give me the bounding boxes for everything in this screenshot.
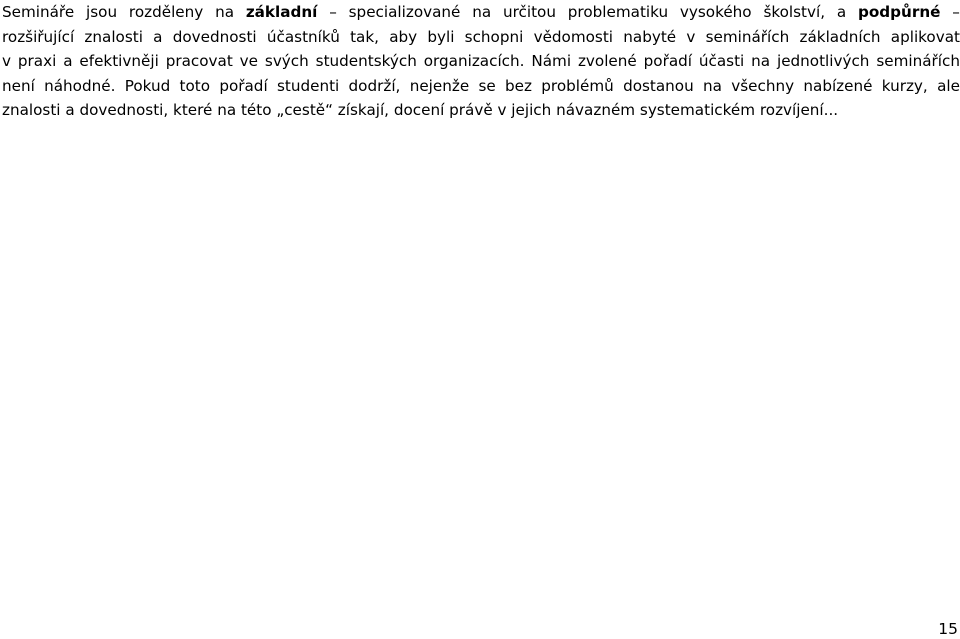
text-word: problematiku — [567, 3, 669, 21]
text-word: na — [215, 3, 235, 21]
text-word: pořadí — [219, 76, 268, 95]
text-word: a — [153, 27, 163, 46]
text-word: ale — [937, 76, 960, 95]
text-word: Semináře — [2, 3, 75, 21]
text-word: schopni — [464, 27, 524, 46]
text-word: studentských — [315, 52, 417, 70]
text-word: na — [703, 76, 722, 95]
text-word: a — [836, 3, 847, 21]
text-word: seminářích — [705, 27, 790, 46]
text-line — [2, 49, 960, 74]
text-word: toto — [179, 76, 211, 95]
text-word: nejenže — [409, 76, 470, 95]
text-word: znalosti — [84, 27, 143, 46]
text-word: jsou — [86, 3, 118, 21]
text-word: studenti — [276, 76, 340, 95]
text-word: vědomosti — [533, 27, 614, 46]
text-word: účasti — [698, 52, 745, 70]
text-word: ve — [239, 52, 259, 70]
text-word: byli — [427, 27, 455, 46]
text-word: nabyté — [623, 27, 677, 46]
text-word: pořadí — [643, 52, 692, 70]
text-word: praxi — [17, 52, 57, 70]
text-word: není — [2, 76, 35, 95]
text-word: na — [751, 52, 771, 70]
text-word: organizacích. — [423, 52, 525, 70]
text-word: rozděleny — [128, 3, 204, 21]
text-line — [2, 25, 960, 50]
page-number: 15 — [938, 620, 958, 638]
text-word: v — [2, 52, 11, 70]
text-word: problémů — [541, 76, 614, 95]
text-word: v — [686, 27, 696, 46]
text-word: a — [63, 52, 73, 70]
text-word: Námi — [531, 52, 572, 70]
bold-term: základní — [245, 3, 318, 21]
text-word: všechny — [731, 76, 795, 95]
text-word: dovednosti — [172, 27, 257, 46]
text-word: vysokého — [679, 3, 752, 21]
text-word: účastníků — [266, 27, 340, 46]
text-word: kurzy, — [881, 76, 928, 95]
bold-term: podpůrné — [858, 3, 941, 21]
text-word: – — [329, 3, 337, 21]
text-word: zvolené — [577, 52, 637, 70]
text-line — [2, 98, 960, 123]
text-word: – — [952, 3, 960, 21]
text-line — [2, 0, 960, 25]
text-word: tak, — [350, 27, 379, 46]
text-word: dostanou — [623, 76, 694, 95]
text-word: bez — [505, 76, 532, 95]
text-word: náhodné. — [44, 76, 116, 95]
text-word: jednotlivých — [776, 52, 870, 70]
text-word: aby — [389, 27, 418, 46]
text-word: základních — [799, 27, 881, 46]
text-word: specializované — [348, 3, 461, 21]
body-paragraph — [2, 0, 960, 123]
text-word: určitou — [502, 3, 556, 21]
text-run: znalosti a dovednosti, které na této „cestě“ získají, docení právě v jejich návazném systematickém rozvíjení... — [2, 101, 839, 119]
text-word: seminářích — [876, 52, 960, 70]
text-word: aplikovat — [890, 27, 960, 46]
text-word: Pokud — [124, 76, 171, 95]
text-word: rozšiřující — [2, 27, 75, 46]
text-word: se — [478, 76, 496, 95]
text-word: svých — [264, 52, 309, 70]
text-line — [2, 74, 960, 99]
text-word: na — [472, 3, 492, 21]
text-word: pracovat — [165, 52, 233, 70]
text-word: efektivněji — [79, 52, 159, 70]
text-word: školství, — [763, 3, 826, 21]
text-word: dodrží, — [348, 76, 401, 95]
text-word: nabízené — [803, 76, 873, 95]
